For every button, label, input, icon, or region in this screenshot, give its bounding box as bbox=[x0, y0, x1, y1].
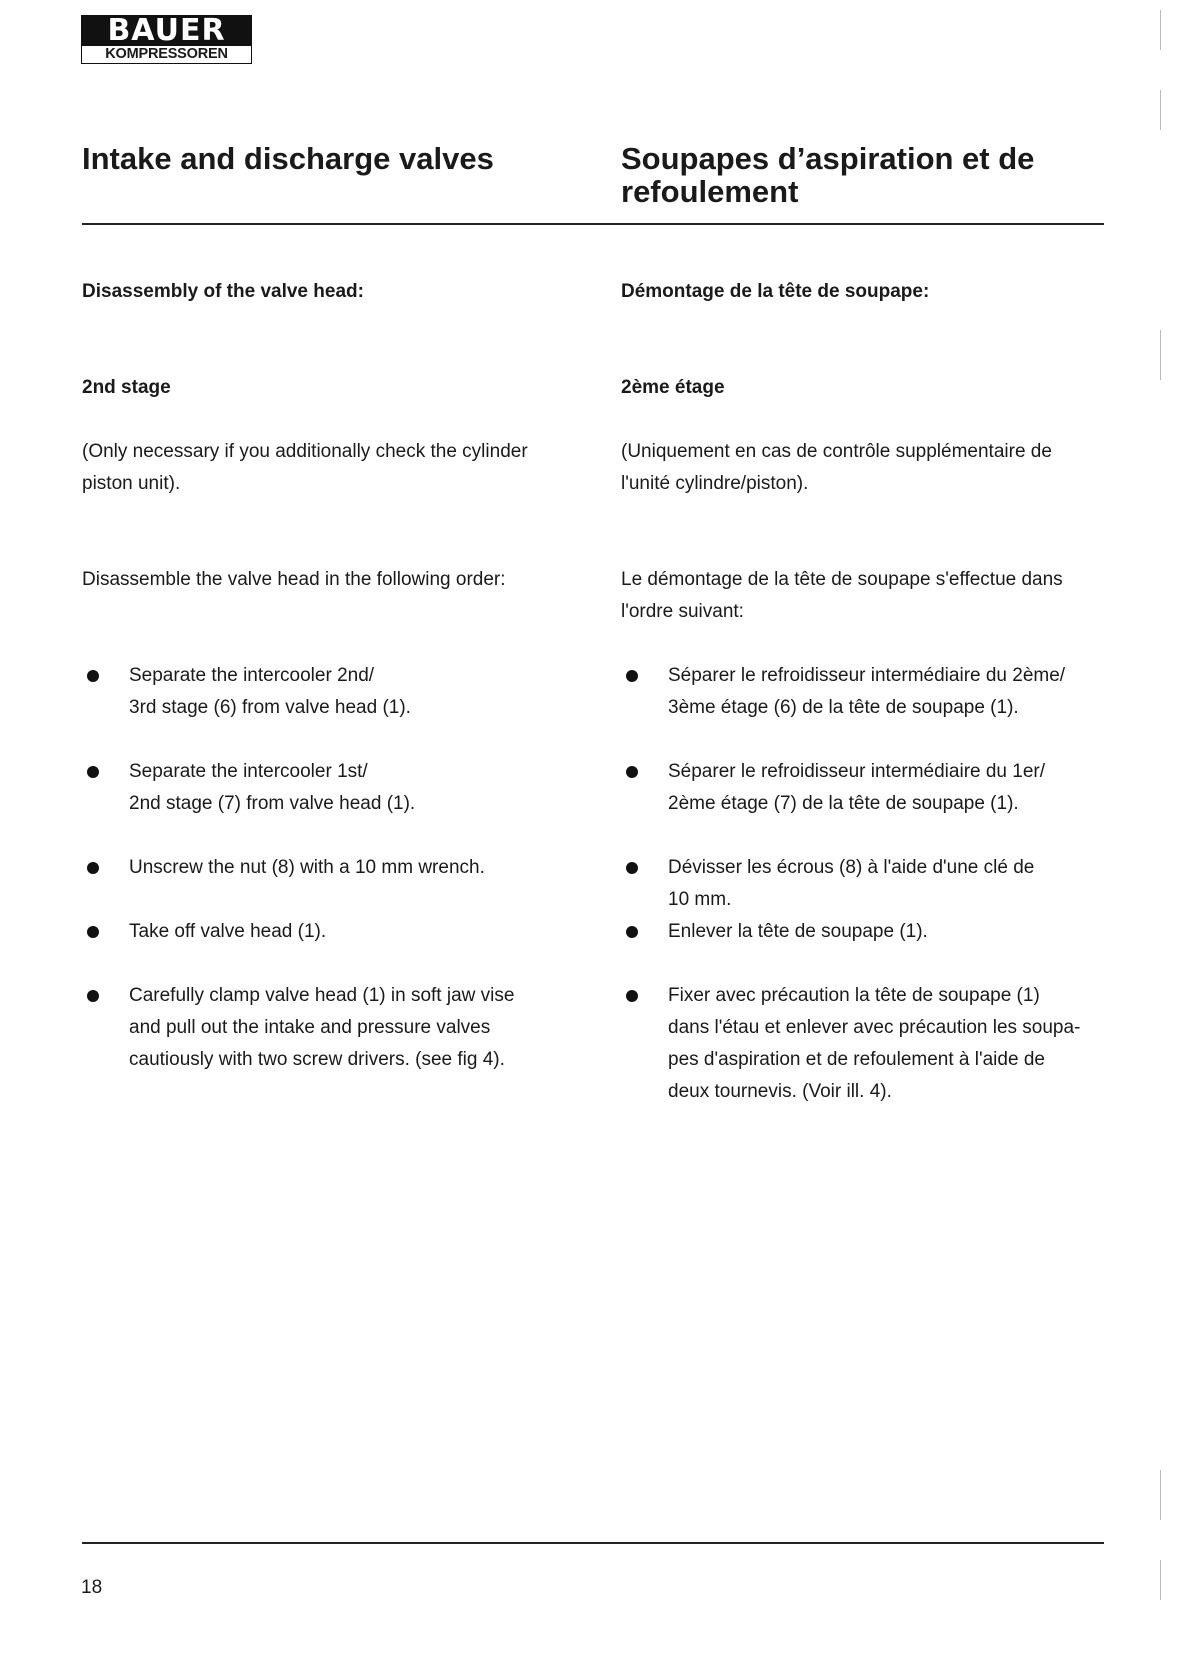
list-item-line: 2ème étage (7) de la tête de soupape (1). bbox=[668, 793, 1019, 814]
scan-artifact bbox=[1160, 10, 1161, 50]
list-item bbox=[621, 852, 1091, 916]
steps-french bbox=[621, 660, 1091, 724]
title-english: Intake and discharge valves bbox=[82, 141, 494, 176]
bauer-logo bbox=[81, 15, 252, 64]
scan-artifact bbox=[1160, 330, 1161, 380]
list-item-line: Take off valve head (1). bbox=[129, 921, 327, 942]
scan-artifact bbox=[1160, 90, 1161, 130]
scan-artifact bbox=[1160, 1470, 1161, 1520]
list-item-line: Séparer le refroidisseur intermédiaire du 1er/ bbox=[668, 761, 1046, 782]
list-item-line: pes d'aspiration et de refoulement à l'aide de bbox=[668, 1049, 1045, 1070]
list-item bbox=[82, 660, 552, 724]
list-item-line: Dévisser les écrous (8) à l'aide d'une clé de bbox=[668, 857, 1035, 878]
note-english-text: (Only necessary if you additionally check the cylinder piston unit). bbox=[82, 441, 528, 494]
steps-english-3 bbox=[82, 852, 552, 884]
list-item bbox=[621, 980, 1091, 1108]
list-item bbox=[82, 756, 552, 820]
steps-english-5 bbox=[82, 980, 552, 1076]
bullet-icon bbox=[626, 990, 638, 1002]
logo-subtitle: KOMPRESSOREN bbox=[81, 46, 252, 64]
bullet-icon bbox=[87, 670, 99, 682]
bullet-icon bbox=[626, 862, 638, 874]
list-item bbox=[82, 980, 552, 1076]
note-french bbox=[621, 436, 1091, 500]
list-item-line: Separate the intercooler 1st/ bbox=[129, 761, 368, 782]
section-heading-english: Disassembly of the valve head: bbox=[82, 281, 364, 302]
bullet-icon bbox=[87, 926, 99, 938]
note-french-line1: (Uniquement en cas de contrôle supplémentaire de bbox=[621, 441, 1052, 462]
steps-french-3 bbox=[621, 852, 1091, 916]
bullet-icon bbox=[87, 862, 99, 874]
list-item-line: Carefully clamp valve head (1) in soft jaw vise bbox=[129, 985, 515, 1006]
list-item-line: cautiously with two screw drivers. (see fig 4). bbox=[129, 1049, 505, 1070]
steps-english-2 bbox=[82, 756, 552, 820]
intro-english bbox=[82, 564, 552, 596]
list-item-line: Séparer le refroidisseur intermédiaire du 2ème/ bbox=[668, 665, 1066, 686]
page-number: 18 bbox=[81, 1577, 103, 1598]
list-item-line: dans l'étau et enlever avec précaution les soupa- bbox=[668, 1017, 1081, 1038]
list-item-line: Separate the intercooler 2nd/ bbox=[129, 665, 375, 686]
list-item-line: Unscrew the nut (8) with a 10 mm wrench. bbox=[129, 857, 485, 878]
steps-english bbox=[82, 660, 552, 724]
section-heading-french: Démontage de la tête de soupape: bbox=[621, 281, 930, 302]
list-item bbox=[621, 916, 1091, 948]
header-divider bbox=[82, 223, 1104, 225]
bullet-icon bbox=[626, 926, 638, 938]
title-french-line2: refoulement bbox=[621, 174, 799, 209]
stage-heading-english: 2nd stage bbox=[82, 377, 171, 398]
bullet-icon bbox=[626, 766, 638, 778]
steps-english-4 bbox=[82, 916, 552, 948]
scan-artifact bbox=[1160, 1560, 1161, 1600]
list-item-line: deux tournevis. (Voir ill. 4). bbox=[668, 1081, 892, 1102]
footer-divider bbox=[82, 1542, 1104, 1544]
bullet-icon bbox=[87, 766, 99, 778]
list-item bbox=[621, 660, 1091, 724]
list-item-line: 2nd stage (7) from valve head (1). bbox=[129, 793, 416, 814]
stage-heading-french: 2ème étage bbox=[621, 377, 725, 398]
note-french-line2: l'unité cylindre/piston). bbox=[621, 473, 809, 494]
bullet-icon bbox=[87, 990, 99, 1002]
steps-french-5 bbox=[621, 980, 1091, 1108]
list-item-line: Fixer avec précaution la tête de soupape (1) bbox=[668, 985, 1040, 1006]
bullet-icon bbox=[626, 670, 638, 682]
list-item-line: 3rd stage (6) from valve head (1). bbox=[129, 697, 411, 718]
list-item-line: and pull out the intake and pressure valves bbox=[129, 1017, 491, 1038]
list-item bbox=[621, 756, 1091, 820]
title-french-line1: Soupapes d’aspiration et de bbox=[621, 141, 1035, 176]
intro-french-line1: Le démontage de la tête de soupape s'effectue dans bbox=[621, 569, 1063, 590]
intro-english-text: Disassemble the valve head in the following order: bbox=[82, 569, 506, 590]
intro-french-line2: l'ordre suivant: bbox=[621, 601, 744, 622]
list-item bbox=[82, 852, 552, 884]
intro-french bbox=[621, 564, 1091, 628]
list-item-line: 10 mm. bbox=[668, 889, 732, 910]
steps-french-4 bbox=[621, 916, 1091, 948]
list-item bbox=[82, 916, 552, 948]
steps-french-2 bbox=[621, 756, 1091, 820]
title-french bbox=[621, 142, 1034, 208]
list-item-line: Enlever la tête de soupape (1). bbox=[668, 921, 928, 942]
note-english bbox=[82, 436, 562, 500]
logo-brand: BAUER bbox=[81, 15, 252, 46]
list-item-line: 3ème étage (6) de la tête de soupape (1). bbox=[668, 697, 1019, 718]
